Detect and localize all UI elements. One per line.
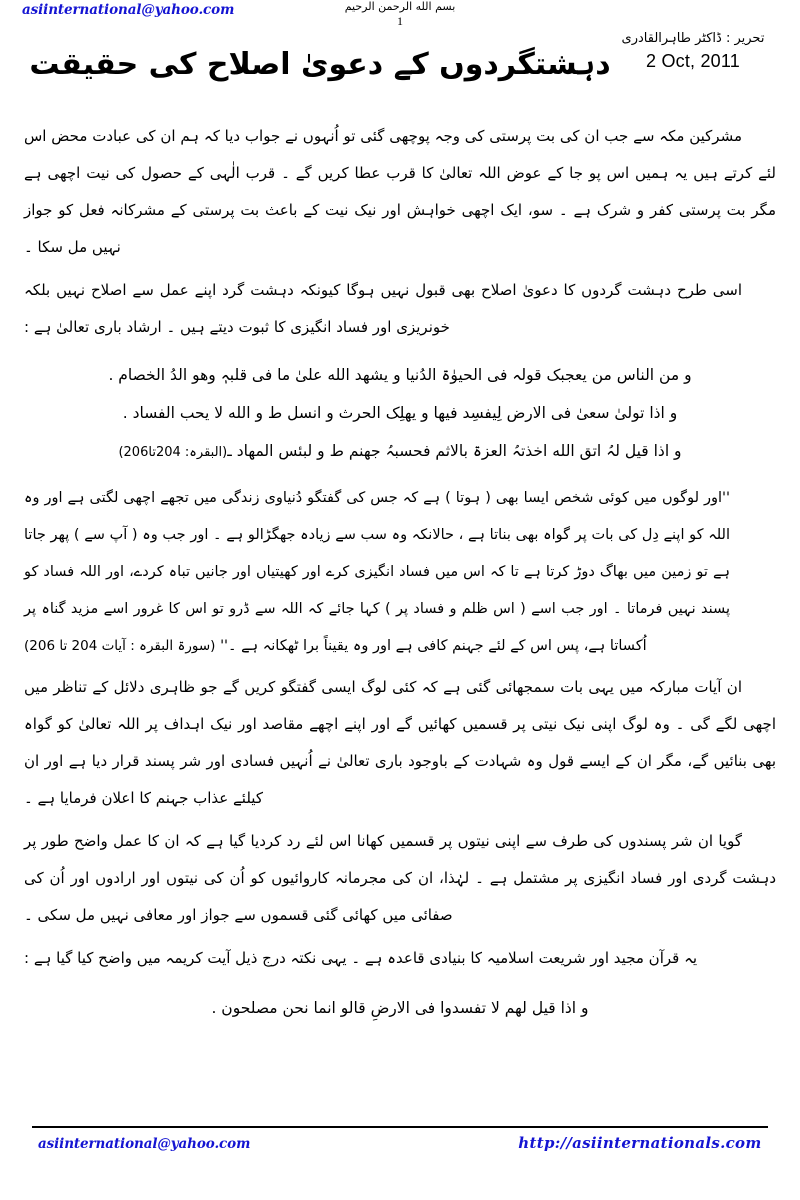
author-credit: تحریر : ڈاکٹر طاہرالقادری — [621, 31, 765, 46]
page-title: دہشتگردوں کے دعویٰ اصلاح کی حقیقت — [29, 47, 611, 82]
page-number: 1 — [397, 14, 403, 28]
quran-verse-reference-inline: (البقرہ: 204تا206) — [118, 445, 228, 460]
header-email-link[interactable]: asiinternational@yahoo.com — [22, 2, 235, 18]
verse-translation-block — [24, 480, 776, 665]
footer-divider — [32, 1126, 768, 1128]
quran-verse-line-1: و من الناس من یعجبک قولہ فی الحیوٰۃ الدُنیا و یشھد الله علیٰ ما فی قلبہٖ وھو الدُ الخصام . — [108, 366, 692, 384]
footer-website-link[interactable]: http://asiinternationals.com — [518, 1134, 762, 1152]
publication-date: 2 Oct, 2011 — [646, 51, 740, 71]
body-paragraph-2: اسی طرح دہشت گردوں کا دعویٰ اصلاح بھی قبول نہیں ہوگا کیونکہ دہشت گرد اپنے عمل سے اصلاح نہیں بلکہ خونریزی اور فساد انگیزی کا ثبوت دیتے ہیں ۔ ارشاد باری تعالیٰ ہے : — [24, 281, 742, 336]
body-paragraph-4: گویا ان شر پسندوں کی طرف سے اپنی نیتوں پر قسمیں کھانا اس لئے رد کردیا گیا ہے کہ ان کا عمل واضح طور پر دہشت گردی اور فساد انگیزی پر مشتمل ہے ۔ لہٰذا، ان کی مجرمانہ کاروائیوں کو اُن کی نیتوں اور ارادوں اور اُن کی صفائی میں کھائی گئی قسموں سے جواز اور معافی نہیں مل سکی ۔ — [24, 832, 776, 924]
quran-verse-line-3 — [24, 432, 776, 472]
quran-verse-block — [24, 356, 776, 472]
quran-verse-line-2: و اذا تولیٰ سعیٰ فی الارض لِیفسِد فیھا و یھلِک الحرث و انسل ط و الله لا یحب الفساد . — [122, 404, 678, 422]
footer-email-link[interactable]: asiinternational@yahoo.com — [38, 1136, 251, 1152]
quran-verse-line-3-text: و اذا قیل لہُ اتق الله اخذتہُ العزۃ بالاثم فحسبہُ جھنم ط و لبئس المھاد ـ — [227, 442, 682, 460]
verse-translation-text: ''اور لوگوں میں کوئی شخص ایسا بھی ( ہوتا ) ہے کہ جس کی گفتگو دُنیاوی زندگی میں تجھے اچھی لگتی ہے اور وہ اللہ کو اپنے دِل کی بات پر گواہ بھی بناتا ہے ، حالانکہ وہ سب سے زیادہ جھگڑالو ہے ۔ اور جب وہ ( آپ سے ) پھر جاتا ہے تو زمین میں بھاگ دوڑ کرتا ہے تا کہ اس میں فساد انگیزی کرے اور کھیتیاں اور جانیں تباہ کردے، اور اللہ فساد کو پسند نہیں فرماتا ۔ اور جب اسے ( اس ظلم و فساد پر ) کہا جائے کہ اللہ سے ڈرو تو اس کا غرور اسے مزید گناہ پر اُکساتا ہے، پس اس کے لئے جہنم کافی ہے اور وہ یقیناً برا ٹھکانہ ہے ۔'' — [24, 490, 730, 654]
bismillah-block — [0, 0, 800, 27]
footer-links-row — [24, 1134, 776, 1152]
body-paragraph-3: ان آیات مبارکہ میں یہی بات سمجھائی گئی ہے کہ کئی لوگ ایسی گفتگو کریں گے جو ظاہری دلائل کے تناظر میں اچھی لگے گی ۔ وہ لوگ اپنی نیک نیتی پر قسمیں کھائیں گے اور اپنے اچھے مقاصد اور نیک اہداف پر اللہ تعالیٰ کو گواہ بھی بنائیں گے، مگر ان کے ایسے قول وہ شہادت کے باوجود باری تعالیٰ نے اُنہیں فسادی اور شر پسند قرار دیا ہے اور ان کیلئے عذاب جہنم کا اعلان فرمایا ہے ۔ — [24, 678, 776, 807]
verse-translation-reference: (سورۃ البقرہ : آیات 204 تا 206) — [24, 638, 216, 654]
article-body — [24, 118, 776, 1025]
closing-quran-verse: و اذا قیل لھم لا تفسدوا فی الارضِ قالو انما نحن مصلحون . — [211, 999, 589, 1017]
body-paragraph-5: یہ قرآن مجید اور شریعت اسلامیہ کا بنیادی قاعدہ ہے ۔ یہی نکتہ درج ذیل آیت کریمہ میں واضح کیا گیا ہے : — [24, 949, 698, 967]
page-footer — [24, 1126, 776, 1166]
body-paragraph-1: مشرکین مکہ سے جب ان کی بت پرستی کی وجہ پوچھی گئی تو اُنہوں نے جواب دیا کہ ہم ان کی عبادت محض اس لئے کرتے ہیں یہ ہمیں اس پو جا کے عوض اللہ تعالیٰ کا قرب عطا کریں گے ۔ قرب الٰہی کے حصول کی نیت اچھی ہے مگر بت پرستی کفر و شرک ہے ۔ سو، ایک اچھی خواہش اور نیک نیت کے باعث بت پرستی کے مشرکانہ فعل کو جواز نہیں مل سکا ۔ — [24, 127, 776, 256]
bismillah-text: بسم الله الرحمن الرحیم — [344, 0, 456, 13]
